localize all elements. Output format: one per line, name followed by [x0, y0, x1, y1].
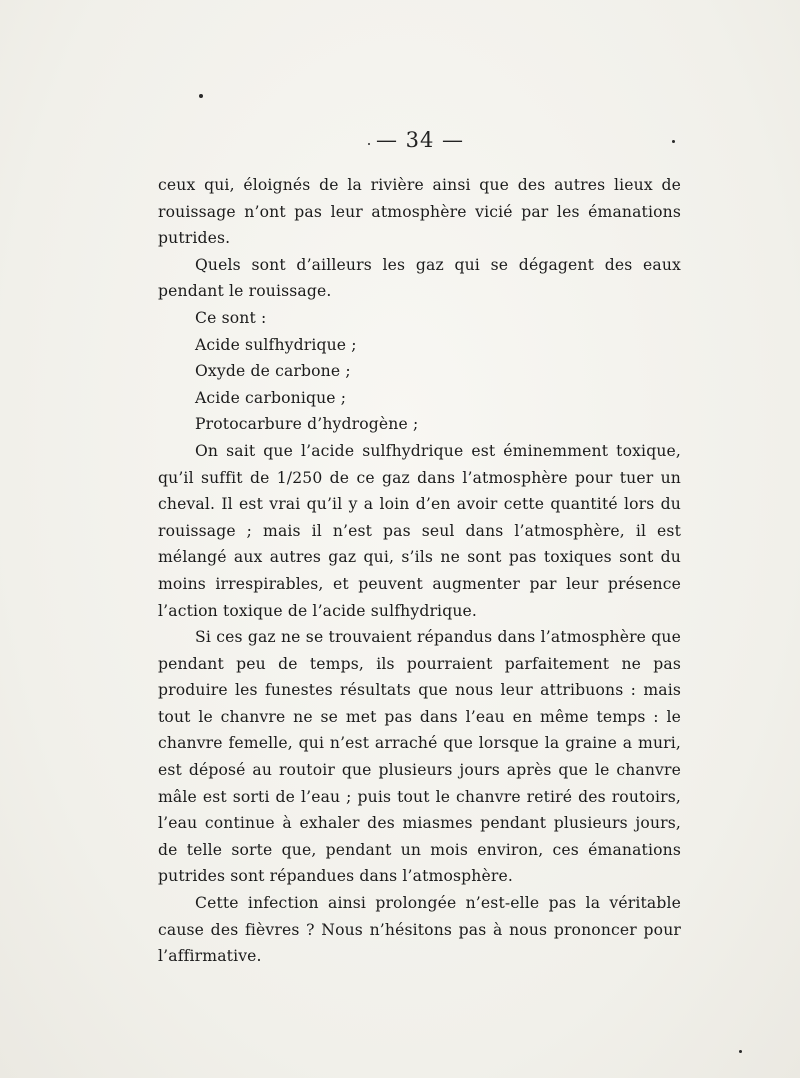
paragraph: On sait que l’acide sulfhydrique est éminemment toxique, qu’il suffit de 1/250 de ce gaz dans l’atmosphère pour tuer un cheval. Il est vrai qu’il y a loin d’en avoir cette quantité lors du rouissage ; mais il n’est pas seul dans l’atmosphère, il est mélangé aux autres gaz qui, s’ils ne sont pas toxiques sont du moins irrespirables, et peuvent augmenter par leur présence l’action toxique de l’acide sulfhydrique. [158, 441, 681, 620]
paragraph: ceux qui, éloignés de la rivière ainsi que des autres lieux de rouissage n’ont pas leur atmosphère vicié par les émanations putrides. [158, 176, 681, 248]
list-item: Acide sulfhydrique ; [195, 335, 357, 354]
page-number: — 34 — [375, 128, 465, 152]
paragraph: Cette infection ainsi prolongée n’est-elle pas la véritable cause des fièvres ? Nous n’hésitons pas à nous prononcer pour l’affirmative. [158, 894, 681, 966]
ink-speck [199, 94, 203, 98]
list-item: Oxyde de carbone ; [195, 362, 351, 381]
paragraph: Ce sont : [195, 308, 267, 327]
list-item: Acide carbonique ; [195, 388, 347, 407]
body-text [158, 172, 681, 970]
paragraph: Quels sont d’ailleurs les gaz qui se dégagent des eaux pendant le rouissage. [158, 255, 681, 301]
ink-speck [739, 1050, 742, 1053]
list-item: Protocarbure d’hydrogène ; [195, 415, 419, 434]
paragraph: Si ces gaz ne se trouvaient répandus dans l’atmosphère que pendant peu de temps, ils pourraient parfaitement ne pas produire les funestes résultats que nous leur attribuons : mais tout le chanvre ne se met pas dans l’eau en même temps : le chanvre femelle, qui n’est arraché que lorsque la graine a muri, est déposé au routoir que plusieurs jours après que le chanvre mâle est sorti de l’eau ; puis tout le chanvre retiré des routoirs, l’eau continue à exhaler des miasmes pendant plusieurs jours, de telle sorte que, pendant un mois environ, ces émanations putrides sont répandues dans l’atmosphère. [158, 628, 681, 886]
